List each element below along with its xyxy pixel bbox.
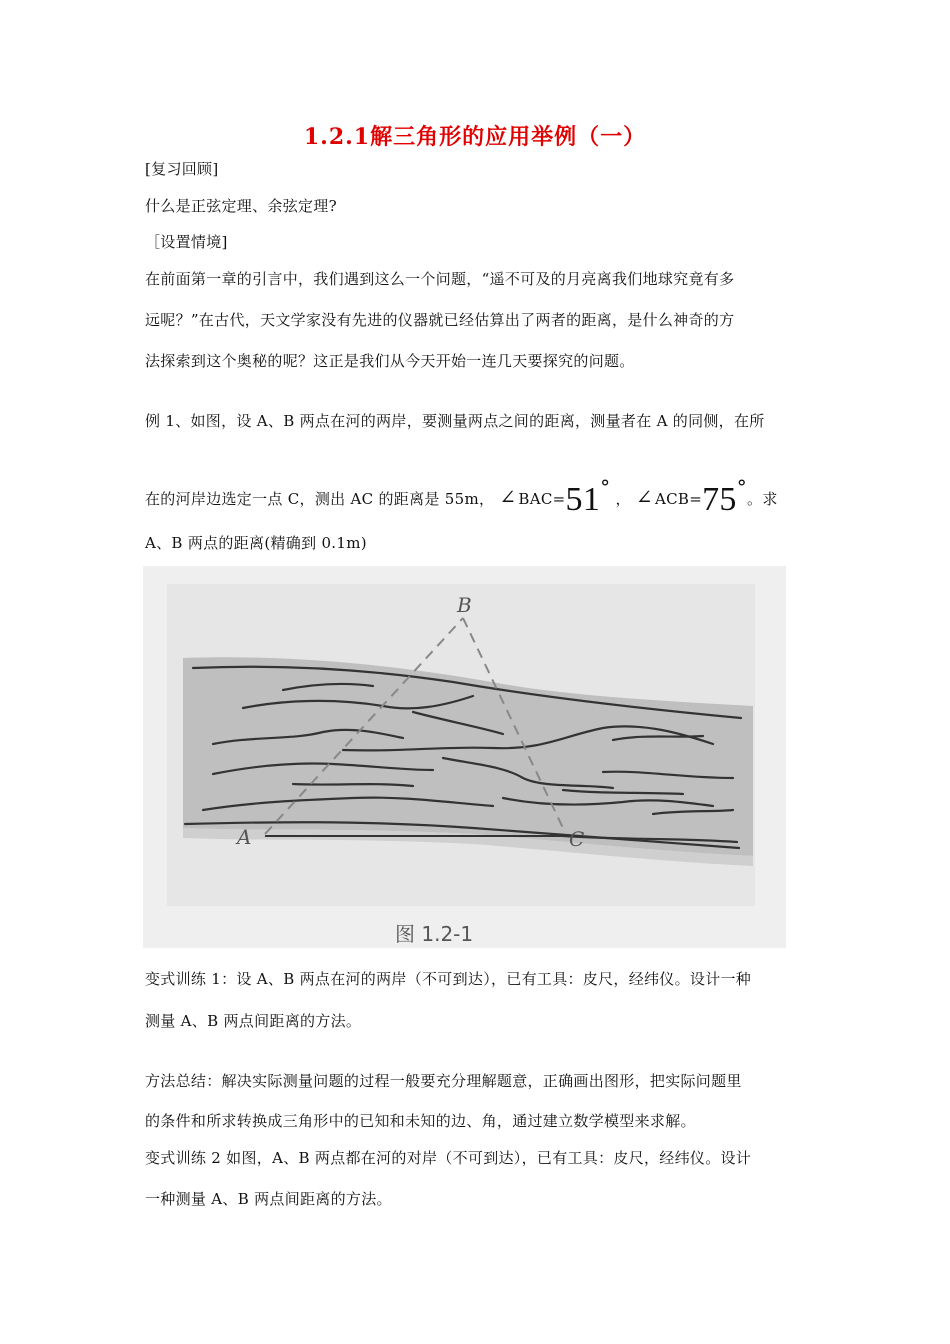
scenario-line-2: 远呢？”在古代，天文学家没有先进的仪器就已经估算出了两者的距离，是什么神奇的方 xyxy=(145,311,735,329)
scenario-line-1: 在前面第一章的引言中，我们遇到这么一个问题，“遥不可及的月亮离我们地球究竟有多 xyxy=(145,270,735,288)
figure-caption: 图 1.2-1 xyxy=(395,922,474,946)
scenario-line-3: 法探索到这个奥秘的呢？这正是我们从今天开始一连几天要探究的问题。 xyxy=(145,352,635,370)
example1-given-text: 在的河岸边选定一点 C，测出 AC 的距离是 55m， xyxy=(145,490,495,508)
example1-line-3: A、B 两点的距离(精确到 0.1m) xyxy=(145,534,367,552)
variant1-line-2: 测量 A、B 两点间距离的方法。 xyxy=(145,1012,362,1030)
angle-acb-label: ACB= xyxy=(654,490,703,508)
example1-line-2 xyxy=(145,475,778,519)
point-b-label: B xyxy=(457,593,472,617)
river-figure xyxy=(143,566,786,948)
variant1-line-1: 变式训练 1：设 A、B 两点在河的两岸（不可到达），已有工具：皮尺，经纬仪。设计一种 xyxy=(145,970,752,988)
degree-sign: ° xyxy=(600,475,611,499)
summary-line-1: 方法总结：解决实际测量问题的过程一般要充分理解题意，正确画出图形，把实际问题里 xyxy=(145,1072,742,1090)
example1-line2-suffix: 。求 xyxy=(747,490,778,508)
summary-line-2: 的条件和所求转换成三角形中的已知和未知的边、角，通过建立数学模型来求解。 xyxy=(145,1112,696,1130)
angle-symbol: ∠ xyxy=(635,485,653,509)
variant2-line-2: 一种测量 A、B 两点间距离的方法。 xyxy=(145,1190,392,1208)
angle-bac-label: BAC= xyxy=(518,490,566,508)
page-title: 1.2.1解三角形的应用举例（一） xyxy=(303,124,647,150)
point-c-label: C xyxy=(569,827,585,851)
angle-acb-value: 75 xyxy=(702,481,737,518)
river-diagram xyxy=(143,566,786,948)
example1-line-1: 例 1、如图，设 A、B 两点在河的两岸，要测量两点之间的距离，测量者在 A 的同侧，在所 xyxy=(145,412,765,430)
separator-comma: ， xyxy=(615,490,631,508)
variant2-line-1: 变式训练 2 如图，A、B 两点都在河的对岸（不可到达），已有工具：皮尺，经纬仪。设计 xyxy=(145,1149,752,1167)
point-a-label: A xyxy=(237,825,252,849)
angle-bac-value: 51 xyxy=(565,481,601,518)
angle-symbol: ∠ xyxy=(499,485,517,509)
degree-sign: ° xyxy=(736,475,748,499)
scenario-heading: ［设置情境] xyxy=(145,233,228,251)
review-question: 什么是正弦定理、余弦定理? xyxy=(145,197,337,215)
review-heading: [复习回顾] xyxy=(145,160,219,178)
